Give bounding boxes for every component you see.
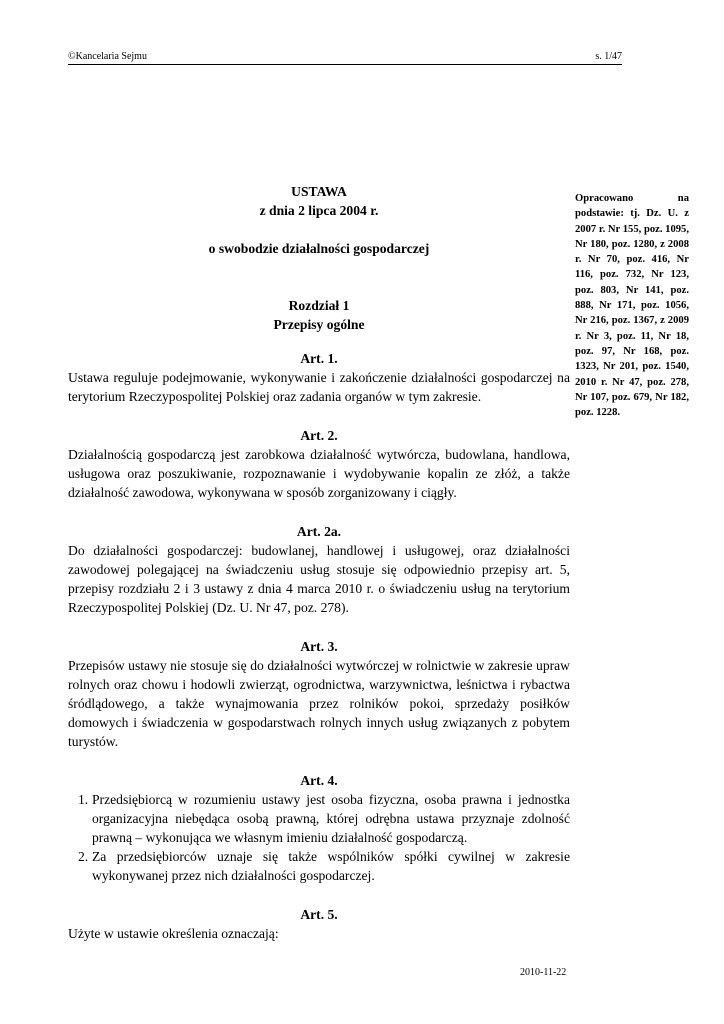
- page-header: [68, 51, 622, 65]
- act-type: USTAWA: [291, 184, 347, 199]
- article-title: Art. 2.: [300, 428, 338, 443]
- chapter-number: Rozdział 1: [288, 298, 350, 313]
- article-text: Użyte w ustawie określenia oznaczają:: [68, 926, 279, 941]
- footer-date: 2010-11-22: [520, 967, 567, 978]
- list-item: [68, 847, 570, 885]
- act-date: z dnia 2 lipca 2004 r.: [259, 203, 379, 218]
- article-title: Art. 3.: [300, 639, 338, 654]
- item-number: 2.: [78, 849, 89, 864]
- article-title: Art. 4.: [300, 773, 338, 788]
- publisher-label: ©Kancelaria Sejmu: [68, 51, 147, 62]
- article-title: Art. 5.: [300, 907, 338, 922]
- item-number: 1.: [78, 792, 89, 807]
- article-items: [68, 790, 570, 885]
- article-title: Art. 1.: [300, 351, 338, 366]
- page-number: s. 1/47: [595, 51, 622, 62]
- chapter-name: Przepisy ogólne: [273, 317, 365, 332]
- item-text: Przedsiębiorcą w rozumieniu ustawy jest osoba fizyczna, osoba prawna i jednostka organizacyjna niebędąca osobą prawną, której odrębna ustawa przyznaje zdolność prawną – wykonująca we własnym imieniu działalność gospodarczą.: [92, 792, 570, 845]
- document-body: [68, 182, 570, 943]
- article-text: Do działalności gospodarczej: budowlanej, handlowej i usługowej, oraz działalności zawodowej polegającej na świadczeniu usług stosuje się odpowiednio przepisy art. 5, przepisy rozdziału 2 i 3 ustawy z dnia 4 marca 2010 r. o świadczeniu usług na terytorium Rzeczypospolitej Polskiej (Dz. U. Nr 47, poz. 278).: [68, 543, 570, 615]
- article-title: Art. 2a.: [296, 524, 342, 539]
- act-title-block: [68, 182, 570, 258]
- item-text: Za przedsiębiorców uznaje się także wspólników spółki cywilnej w zakresie wykonywanej przez nich działalności gospodarczej.: [92, 849, 570, 883]
- article-text: Ustawa reguluje podejmowanie, wykonywanie i zakończenie działalności gospodarczej na terytorium Rzeczypospolitej Polskiej oraz zadania organów w tym zakresie.: [68, 370, 570, 404]
- side-note: Opracowano na podstawie: tj. Dz. U. z 2007 r. Nr 155, poz. 1095, Nr 180, poz. 1280, z 2008 r. Nr 70, poz. 416, Nr 116, poz. 732, Nr 123, poz. 803, Nr 141, poz. 888, Nr 171, poz. 1056, Nr 216, poz. 1367, z 2009 r. Nr 3, poz. 11, Nr 18, poz. 97, Nr 168, poz. 1323, Nr 201, poz. 1540, 2010 r. Nr 47, poz. 278, Nr 107, poz. 679, Nr 182, poz. 1228.: [575, 193, 689, 419]
- list-item: [68, 790, 570, 847]
- act-subject: o swobodzie działalności gospodarczej: [208, 241, 430, 256]
- article-text: Przepisów ustawy nie stosuje się do działalności wytwórczej w rolnictwie w zakresie upraw rolnych oraz chowu i hodowli zwierząt, ogrodnictwa, warzywnictwa, leśnictwa i rybactwa śródlądowego, a także wynajmowania przez rolników pokoi, sprzedaży posiłków domowych i świadczenia w gospodarstwach rolnych innych usług związanych z pobytem turystów.: [68, 658, 570, 749]
- article-text: Działalnością gospodarczą jest zarobkowa działalność wytwórcza, budowlana, handlowa, usługowa oraz poszukiwanie, rozpoznawanie i wydobywanie kopalin ze złóż, a także działalność zawodowa, wykonywana w sposób zorganizowany i ciągły.: [68, 447, 570, 500]
- chapter-heading: [68, 296, 570, 334]
